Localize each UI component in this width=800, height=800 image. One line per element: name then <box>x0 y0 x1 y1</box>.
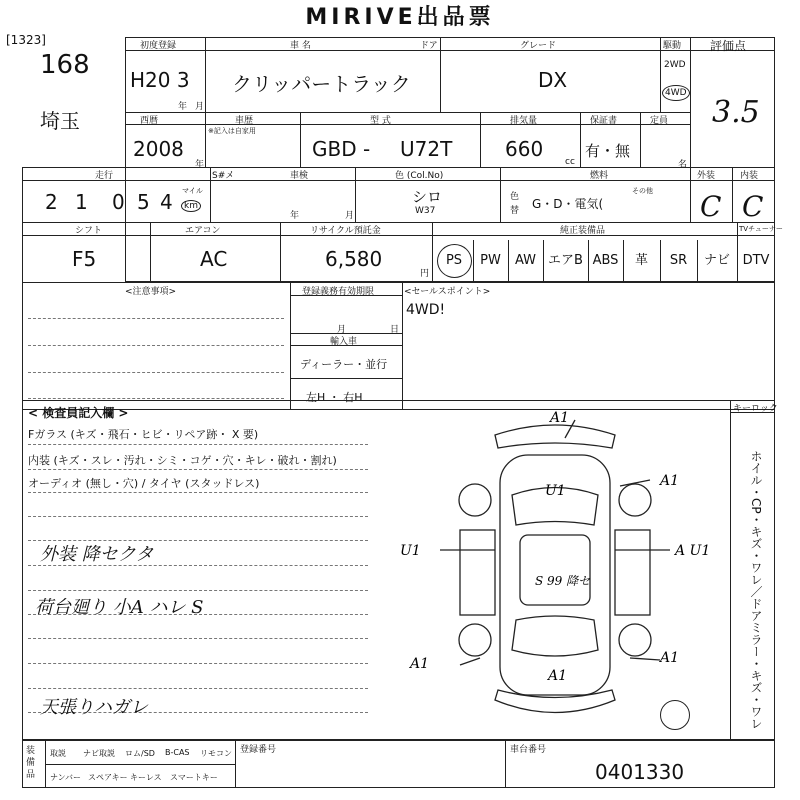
drive-4wd: 4WD <box>662 85 690 101</box>
wheel-rear-left <box>459 624 491 656</box>
km-unit: km <box>181 200 201 212</box>
audio-line: オーディオ (無し・穴) / タイヤ (スタッドレス) <box>28 477 260 490</box>
car-rear-bumper <box>495 690 615 713</box>
handwritten-note-2: 荷台廻り 小A ハレ S <box>35 597 204 618</box>
notes-frame <box>22 282 775 410</box>
notes-label: <注意事項> <box>125 287 177 297</box>
damage-front-right: A1 <box>660 473 680 489</box>
car-rear-window <box>512 616 598 656</box>
damage-rear: A1 <box>548 668 568 684</box>
wheel-front-right <box>619 484 651 516</box>
exterior-grade: C <box>700 190 722 223</box>
score-value: 3.5 <box>712 95 760 130</box>
color-code: W37 <box>415 206 436 216</box>
sales-label: <セールスポイント> <box>404 287 491 297</box>
year-value: 2008 <box>133 137 184 161</box>
car-roof <box>520 535 590 605</box>
mileage-digit-5: 4 <box>160 190 173 214</box>
grade-label: グレード <box>520 41 557 51</box>
car-name-label: 車 名 <box>290 41 311 51</box>
equip-navi: ナビ <box>703 253 730 268</box>
handwritten-note-1: 外装 降セクタ <box>40 544 154 565</box>
car-diagram <box>380 400 730 740</box>
car-front-bumper <box>495 425 615 448</box>
dealer-option: ディーラー・並行 <box>300 358 388 371</box>
door-left <box>460 530 495 615</box>
equip-box-label: 装備品 <box>26 746 36 780</box>
wheel-rear-right <box>619 624 651 656</box>
mileage-digit-2: 1 <box>75 190 88 214</box>
damage-rear-left: A1 <box>410 656 430 672</box>
page-title: MIRIVE出品票 <box>305 5 495 30</box>
keylock-label: キーロック <box>733 404 778 414</box>
region: 埼玉 <box>40 109 80 133</box>
wheel-front-left <box>459 484 491 516</box>
warranty-value: 有・無 <box>585 142 631 160</box>
equip-sr: SR <box>669 253 688 268</box>
drive-2wd: 2WD <box>664 60 686 70</box>
displacement-value: 660 <box>505 137 544 161</box>
frame-number: 0401330 <box>595 760 685 784</box>
equip-abs: ABS <box>592 253 619 268</box>
recycle-value: 6,580 <box>325 247 383 271</box>
mileage-digit-3: 0 <box>112 190 125 214</box>
damage-hood: U1 <box>545 483 566 499</box>
equip-leather: 革 <box>634 253 648 268</box>
car-name: クリッパートラック <box>232 72 411 96</box>
equip-pw: PW <box>480 253 501 268</box>
grade-value: DX <box>538 68 568 92</box>
interior-grade: C <box>742 190 764 223</box>
equip-ps: PS <box>445 253 463 268</box>
sales-point: 4WD! <box>406 302 446 318</box>
first-reg-label: 初度登録 <box>140 41 177 51</box>
damage-right: A U1 <box>675 543 711 559</box>
equip-tuner: DTV <box>742 253 770 268</box>
shift-value: F5 <box>72 247 97 271</box>
interior-line: 内装 (キズ・スレ・汚れ・シミ・コゲ・穴・キレ・破れ・割れ) <box>28 454 337 467</box>
model-code: U72T <box>400 137 453 161</box>
handle-option: 左H ・ 右H <box>306 391 363 404</box>
fglass-line: Fガラス (キズ・飛石・ヒビ・リペア跡・ X 要) <box>28 428 259 441</box>
score-label: 評価点 <box>710 39 747 53</box>
door-right <box>615 530 650 615</box>
damage-rear-right: A1 <box>660 650 680 666</box>
door-label: ドア <box>420 41 438 51</box>
equip-aw: AW <box>514 253 537 268</box>
model-prefix: GBD - <box>312 137 371 161</box>
damage-left: U1 <box>400 543 421 559</box>
side-vertical-text: ホイル・CP・キズ・ワレ／ドアミラー・キズ・ワレ <box>749 450 763 730</box>
aircon-value: AC <box>200 247 228 271</box>
fuel-value: G・D・電気( <box>532 197 604 211</box>
damage-front: A1 <box>550 410 570 426</box>
color-value: シロ <box>412 188 443 206</box>
mileage-digit-4: 5 <box>137 190 150 214</box>
first-reg-era: H20 3 <box>130 68 190 92</box>
equip-airbag: エアB <box>548 253 583 268</box>
damage-roof: S 99 降セ <box>535 574 591 588</box>
drive-label: 駆動 <box>663 41 682 51</box>
lot-number: 168 <box>40 50 90 80</box>
inspector-label: < 検査員記入欄 > <box>28 406 129 420</box>
handwritten-note-3: 天張りハガレ <box>40 697 148 718</box>
mileage-digit-1: 2 <box>45 190 58 214</box>
lot-code: [1323] <box>6 33 46 47</box>
